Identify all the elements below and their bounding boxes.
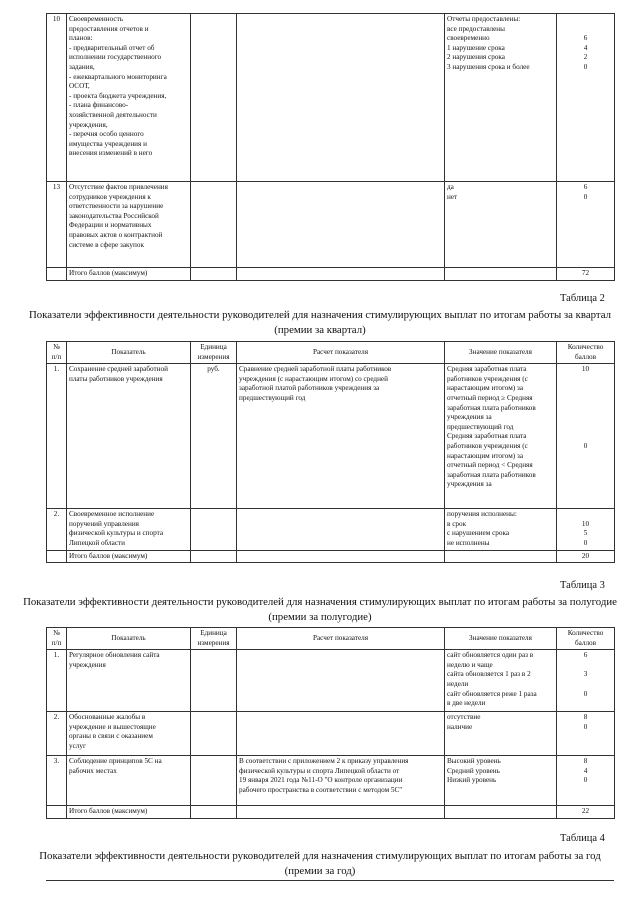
value-cell: Высокий уровень Средний уровень Низкий уровень: [445, 756, 557, 806]
total-row: [47, 550, 615, 563]
total-value: 72: [557, 268, 615, 281]
indicator-cell: Своевременность предоставления отчетов и планов: - предварительный отчет об исполнении государственного задания, - ежеквартального мониторинга ОСОТ, - проекта бюджета учреждения, - плана финансово- хозяйственной деятельности учреждения, - перечня особо ценного имущества учреждения и внесения изменений в него: [67, 14, 191, 182]
unit-cell: [191, 509, 237, 550]
unit-cell: [191, 182, 237, 268]
total-row: [47, 806, 615, 819]
col-header-unit: Единица измерения: [191, 342, 237, 364]
table-2-heading: Показатели эффективности деятельности руководителей для назначения стимулирующих выплат по итогам работы за квартал (премии за квартал): [28, 309, 612, 336]
col-header-unit: Единица измерения: [191, 628, 237, 650]
calc-cell: [237, 650, 445, 712]
col-header-calc: Расчет показателя: [237, 628, 445, 650]
page-bottom-rule: [46, 880, 614, 881]
points-cell: 10 0: [557, 364, 615, 509]
table-2: [46, 341, 615, 563]
indicator-cell: Соблюдение принципов 5С на рабочих местах: [67, 756, 191, 806]
unit-cell: [191, 756, 237, 806]
unit-cell: руб.: [191, 364, 237, 509]
total-label: Итого баллов (максимум): [67, 806, 191, 819]
table-row: [47, 509, 615, 550]
points-cell: 8 0: [557, 712, 615, 756]
table-row: [47, 182, 615, 268]
row-number: 1.: [47, 364, 67, 509]
calc-cell: [237, 182, 445, 268]
calc-cell: [237, 14, 445, 182]
row-number: 1.: [47, 650, 67, 712]
value-cell: да нет: [445, 182, 557, 268]
value-cell: сайт обновляется один раз в неделю и чаще сайта обновляется 1 раз в 2 недели сайт обновляется реже 1 раза в две недели: [445, 650, 557, 712]
value-cell: поручения исполнены: в срок с нарушением срока не исполнены: [445, 509, 557, 550]
table-row: [47, 14, 615, 182]
indicator-cell: Обоснованные жалобы в учреждение и вышестоящие органы в связи с оказанием услуг: [67, 712, 191, 756]
table-row: [47, 712, 615, 756]
table-3-heading: Показатели эффективности деятельности руководителей для назначения стимулирующих выплат по итогам работы за полугодие (премии за полугодие): [23, 596, 617, 623]
table-4-caption: Таблица 4: [560, 833, 605, 844]
calc-cell: [237, 509, 445, 550]
value-cell: Средняя заработная плата работников учреждения (с нарастающим итогом) за отчетный период ≥ Средняя заработная плата работников учреждения за предшествующий год Средняя заработная плата работников учреждения (с нарастающим итогом) за отчетный период < Средняя заработная плата работников учреждения за: [445, 364, 557, 509]
table-4-heading: Показатели эффективности деятельности руководителей для назначения стимулирующих выплат по итогам работы за год (премии за год): [39, 850, 601, 877]
row-number: 3.: [47, 756, 67, 806]
table-row: [47, 650, 615, 712]
unit-cell: [191, 712, 237, 756]
col-header-points: Количество баллов: [557, 342, 615, 364]
points-cell: 10 5 0: [557, 509, 615, 550]
total-row: [47, 268, 615, 281]
col-header-indicator: Показатель: [67, 628, 191, 650]
points-cell: 6 4 2 0: [557, 14, 615, 182]
points-cell: 8 4 0: [557, 756, 615, 806]
unit-cell: [191, 650, 237, 712]
indicator-cell: Регулярное обновления сайта учреждения: [67, 650, 191, 712]
calc-cell: Сравнение средней заработной платы работников учреждения (с нарастающим итогом) со средней заработной платой работников учреждения за предшествующий год: [237, 364, 445, 509]
table-header-row: [47, 628, 615, 650]
points-cell: 6 0: [557, 182, 615, 268]
table-2-caption: Таблица 2: [560, 293, 605, 304]
col-header-value: Значение показателя: [445, 628, 557, 650]
value-cell: Отчеты предоставлены: все предоставлены своевременно 1 нарушение срока 2 нарушения срока 3 нарушения срока и более: [445, 14, 557, 182]
calc-cell: [237, 712, 445, 756]
total-value: 20: [557, 550, 615, 563]
value-cell: отсутствие наличие: [445, 712, 557, 756]
row-number: 2.: [47, 712, 67, 756]
indicator-cell: Своевременное исполнение поручений управления физической культуры и спорта Липецкой области: [67, 509, 191, 550]
col-header-num: № п/п: [47, 628, 67, 650]
col-header-calc: Расчет показателя: [237, 342, 445, 364]
col-header-points: Количество баллов: [557, 628, 615, 650]
indicator-cell: Отсутствие фактов привлечения сотрудников учреждения к ответственности за нарушение законодательства Российской Федерации и нормативных правовых актов о контрактной системе в сфере закупок: [67, 182, 191, 268]
total-label: Итого баллов (максимум): [67, 268, 191, 281]
calc-cell: В соответствии с приложением 2 к приказу управления физической культуры и спорта Липецкой области от 19 января 2021 года №11-О "О контроле организации рабочего пространства в соответствии с методом 5С": [237, 756, 445, 806]
col-header-value: Значение показателя: [445, 342, 557, 364]
total-value: 22: [557, 806, 615, 819]
col-header-num: № п/п: [47, 342, 67, 364]
row-number: 13: [47, 182, 67, 268]
table-3: [46, 627, 615, 819]
indicator-cell: Сохранение средней заработной платы работников учреждения: [67, 364, 191, 509]
table-3-caption: Таблица 3: [560, 580, 605, 591]
table-row: [47, 756, 615, 806]
points-cell: 6 3 0: [557, 650, 615, 712]
col-header-indicator: Показатель: [67, 342, 191, 364]
table-row: [47, 364, 615, 509]
row-number: 2.: [47, 509, 67, 550]
table-1: [46, 13, 615, 281]
table-header-row: [47, 342, 615, 364]
total-label: Итого баллов (максимум): [67, 550, 191, 563]
unit-cell: [191, 14, 237, 182]
row-number: 10: [47, 14, 67, 182]
